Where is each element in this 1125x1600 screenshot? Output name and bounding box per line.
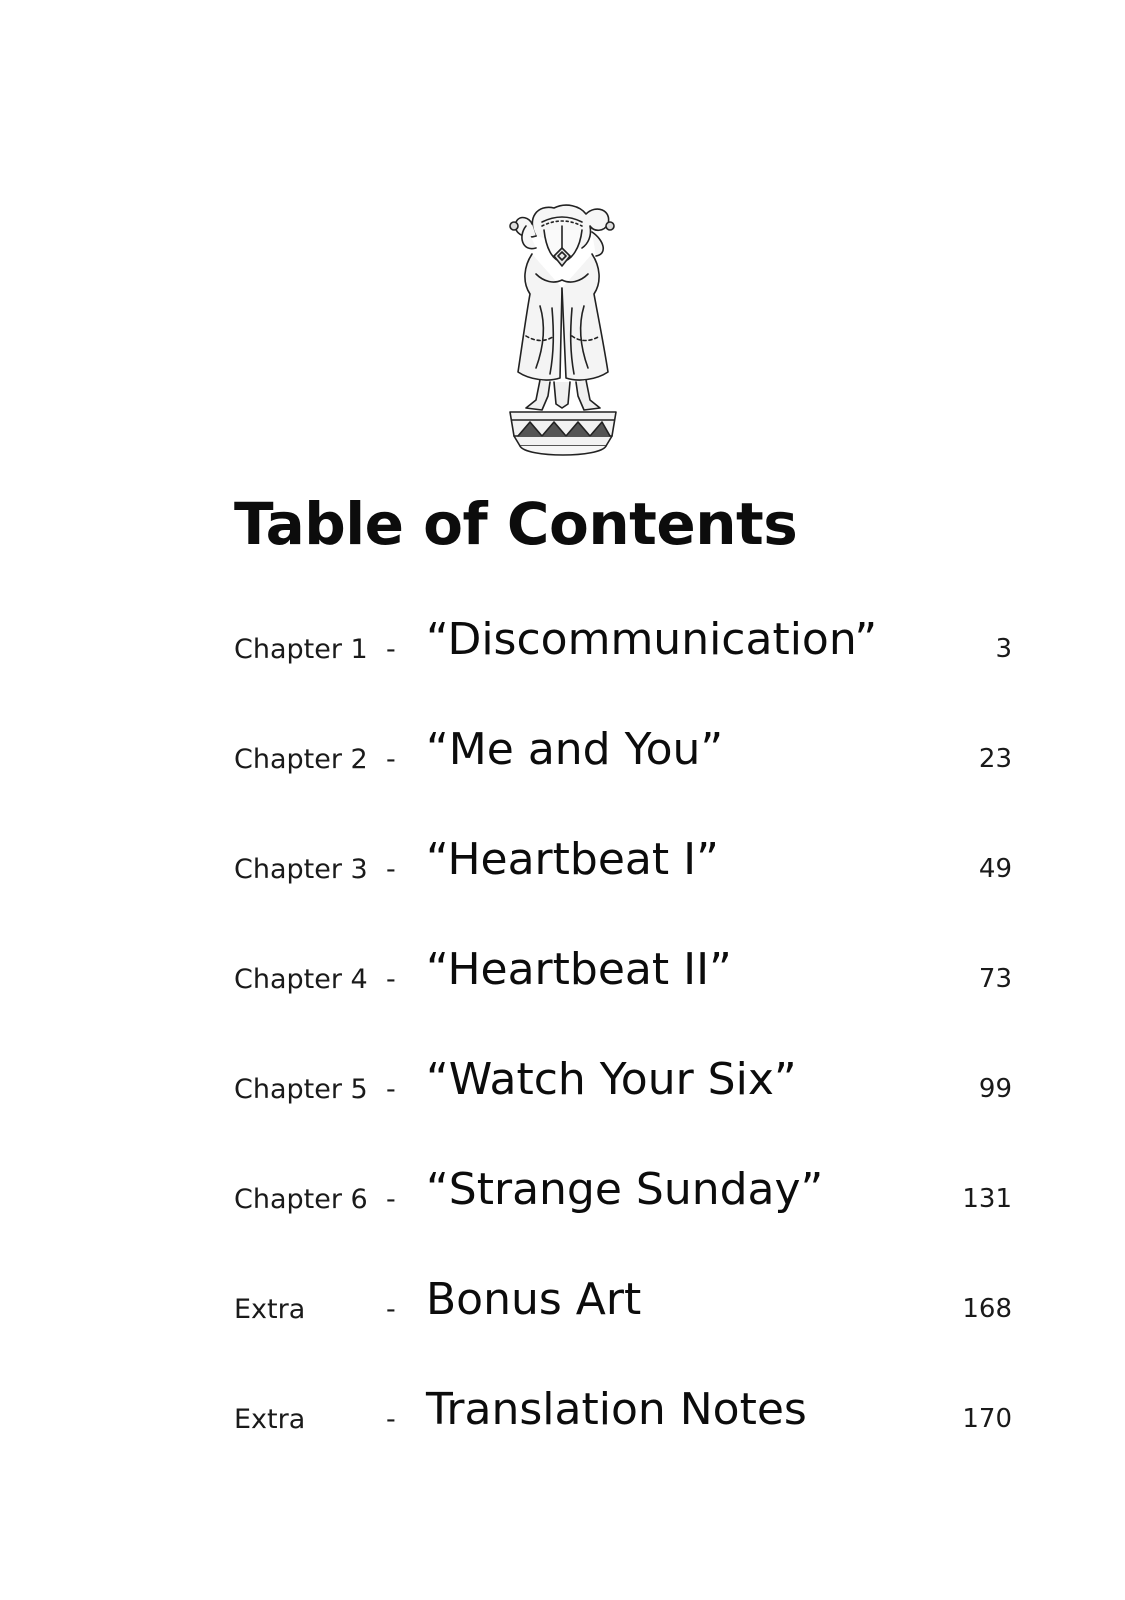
entry-label: Chapter 3 <box>234 854 368 885</box>
entry-label: Chapter 4 <box>234 964 368 995</box>
entry-page-number: 131 <box>962 1184 1012 1214</box>
entry-separator: - <box>386 1074 396 1105</box>
entry-title: “Heartbeat I” <box>426 834 719 885</box>
entry-title: “Discommunication” <box>426 614 878 665</box>
toc-entry-3[interactable] <box>234 824 1012 934</box>
jester-figurine-icon <box>496 196 630 468</box>
entry-title: “Strange Sunday” <box>426 1164 824 1215</box>
entry-page-number: 3 <box>995 634 1012 664</box>
toc-entry-5[interactable] <box>234 1044 1012 1154</box>
entry-separator: - <box>386 1184 396 1215</box>
entry-label: Chapter 2 <box>234 744 368 775</box>
toc-entry-1[interactable] <box>234 604 1012 714</box>
entry-page-number: 73 <box>978 964 1012 994</box>
entry-separator: - <box>386 634 396 665</box>
toc-entry-4[interactable] <box>234 934 1012 1044</box>
entry-page-number: 170 <box>962 1404 1012 1434</box>
entry-title: Translation Notes <box>426 1384 807 1435</box>
entry-page-number: 23 <box>978 744 1012 774</box>
entry-label: Chapter 5 <box>234 1074 368 1105</box>
entry-separator: - <box>386 854 396 885</box>
entry-separator: - <box>386 964 396 995</box>
entry-label: Chapter 1 <box>234 634 368 665</box>
toc-title: Table of Contents <box>234 490 798 558</box>
toc-list <box>234 604 1012 1484</box>
entry-page-number: 49 <box>978 854 1012 884</box>
entry-page-number: 168 <box>962 1294 1012 1324</box>
entry-separator: - <box>386 744 396 775</box>
entry-label: Extra <box>234 1294 306 1325</box>
entry-label: Chapter 6 <box>234 1184 368 1215</box>
toc-entry-7[interactable] <box>234 1264 1012 1374</box>
entry-title: “Heartbeat II” <box>426 944 732 995</box>
toc-entry-8[interactable] <box>234 1374 1012 1484</box>
toc-entry-6[interactable] <box>234 1154 1012 1264</box>
toc-entry-2[interactable] <box>234 714 1012 824</box>
entry-title: “Me and You” <box>426 724 724 775</box>
entry-separator: - <box>386 1294 396 1325</box>
entry-page-number: 99 <box>978 1074 1012 1104</box>
entry-title: Bonus Art <box>426 1274 642 1325</box>
entry-title: “Watch Your Six” <box>426 1054 797 1105</box>
entry-label: Extra <box>234 1404 306 1435</box>
entry-separator: - <box>386 1404 396 1435</box>
